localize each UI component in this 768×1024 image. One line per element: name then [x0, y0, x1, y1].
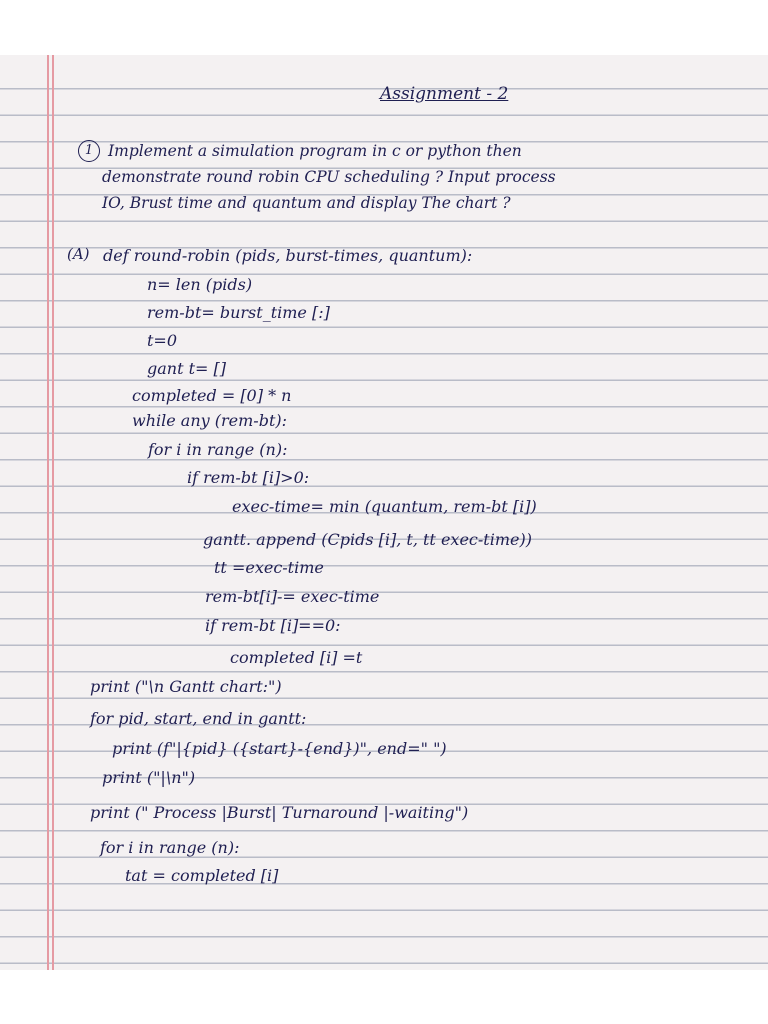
- code-line: print ("|\n"): [102, 768, 196, 787]
- code-line: tat = completed [i]: [125, 866, 279, 885]
- code-line: rem-bt[i]-= exec-time: [205, 587, 380, 606]
- code-line: exec-time= min (quantum, rem-bt [i]): [232, 497, 537, 516]
- question-line: demonstrate round robin CPU scheduling ? Input process: [102, 168, 556, 186]
- code-line: for pid, start, end in gantt:: [90, 709, 307, 728]
- code-line: if rem-bt [i]==0:: [205, 616, 341, 635]
- code-line: print (" Process |Burst| Turnaround |-waiting"): [90, 803, 469, 822]
- answer-label: (A): [67, 245, 90, 263]
- margin-line: [52, 55, 54, 970]
- code-line: t=0: [147, 331, 178, 350]
- page-title: Assignment - 2: [380, 84, 509, 104]
- question-line: Implement a simulation program in c or python then: [108, 142, 522, 160]
- code-line: gantt. append (Cpids [i], t, tt exec-time)): [203, 530, 532, 549]
- code-line: tt =exec-time: [214, 558, 324, 577]
- margin-line: [47, 55, 49, 970]
- code-line: while any (rem-bt):: [132, 411, 287, 430]
- code-line: print (f"|{pid} ({start}-{end})", end=" "): [112, 739, 447, 758]
- code-line: gant t= []: [147, 359, 227, 378]
- question-line: IO, Brust time and quantum and display The chart ?: [102, 194, 511, 212]
- code-line: n= len (pids): [147, 275, 253, 294]
- question-number: 1: [78, 140, 100, 162]
- code-line: for i in range (n):: [148, 440, 288, 459]
- code-line: rem-bt= burst_time [:]: [147, 303, 330, 322]
- code-line: for i in range (n):: [100, 838, 240, 857]
- code-line: def round-robin (pids, burst-times, quantum):: [103, 246, 473, 265]
- code-line: completed [i] =t: [230, 648, 363, 667]
- code-line: print ("\n Gantt chart:"): [90, 677, 282, 696]
- code-line: if rem-bt [i]>0:: [187, 468, 310, 487]
- code-line: completed = [0] * n: [132, 386, 292, 405]
